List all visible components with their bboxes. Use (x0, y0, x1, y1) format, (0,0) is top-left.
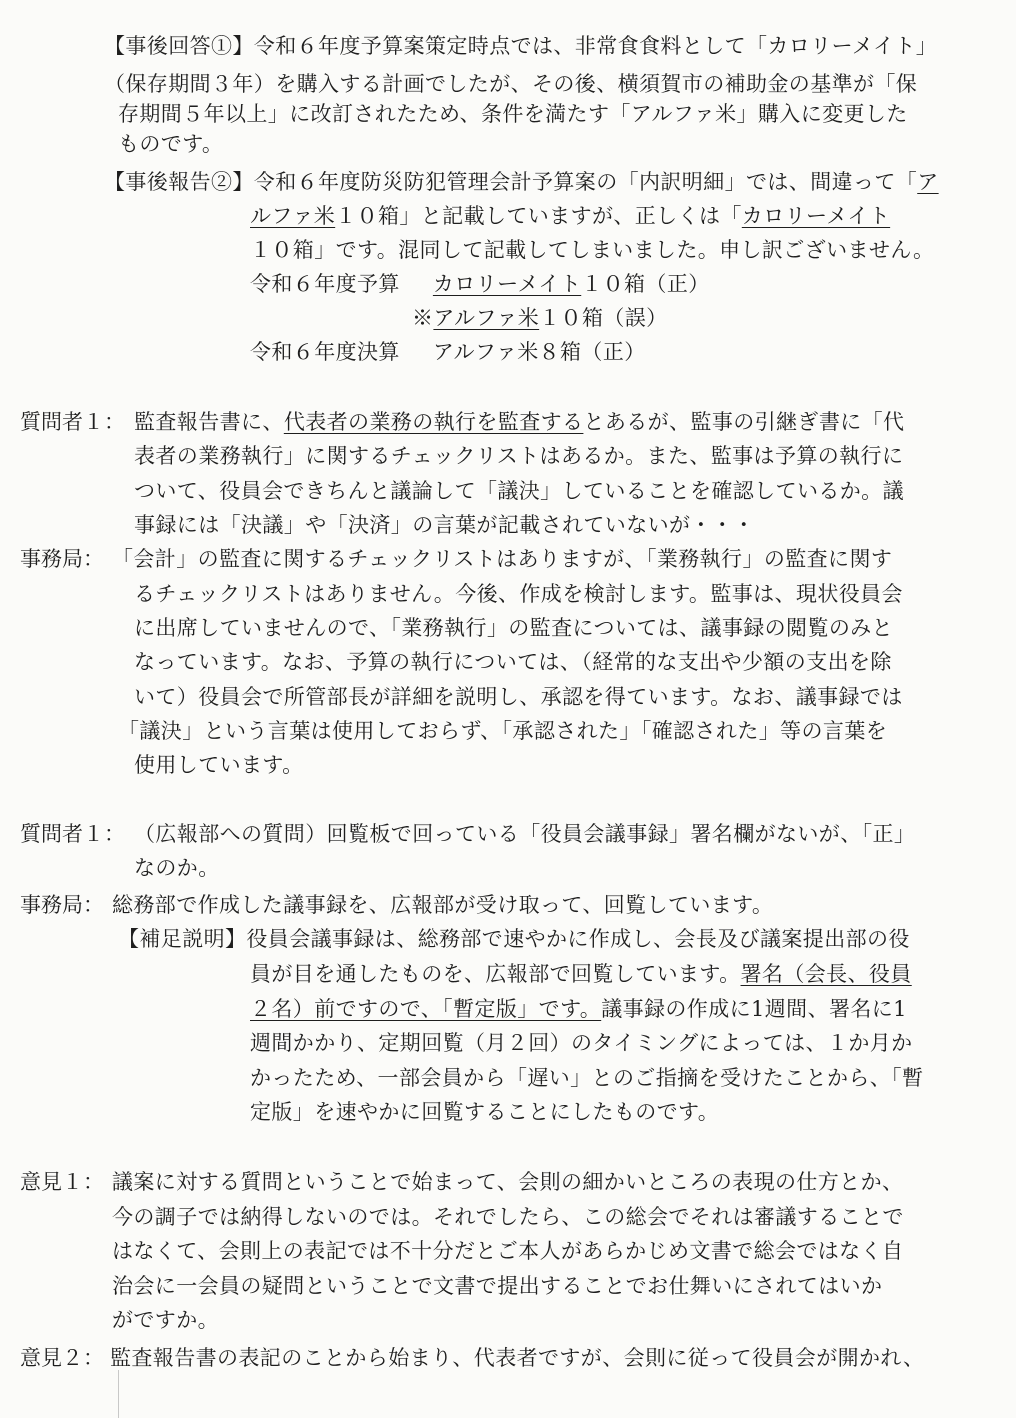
answer-1-line: 「会計」の監査に関するチェックリストはありますが、「業務執行」の監査に関す (112, 547, 893, 571)
post-answer-1-line: 令和６年度予算案策定時点では、非常食食料として「カロリーメイト」 (253, 34, 938, 58)
settlement-line (250, 338, 646, 366)
underlined-text: ２名）前ですので、「暫定版」です。 (250, 997, 602, 1021)
answer-1-line: に出席していませんので、「業務執行」の監査については、議事録の閲覧のみと (134, 616, 894, 640)
question-1-text: とあるが、監事の引継ぎ書に「代 (583, 410, 905, 434)
opinion-1-line: はなくて、会則上の表記では不十分だとご本人があらかじめ文書で総会ではなく自 (112, 1239, 904, 1263)
question-2-line: なのか。 (134, 856, 220, 880)
speaker-questioner-1: 質問者１： (20, 822, 125, 846)
speaker-secretariat: 事務局： (20, 547, 104, 571)
answer-1-line: なっています。なお、予算の執行については、（経常的な支出や少額の支出を除 (134, 650, 892, 674)
post-answer-1-line: （保存期間３年）を購入する計画でしたが、その後、横須賀市の補助金の基準が「保 (104, 72, 918, 96)
supplement-text: 役員会議事録は、総務部で速やかに作成し、会長及び議案提出部の役 (246, 927, 910, 951)
post-report-2-line: １０箱」です。混同して記載してしまいました。申し訳ございません。 (250, 238, 935, 262)
question-1-line: ついて、役員会できちんと議論して「議決」していることを確認しているか。議 (134, 479, 904, 503)
opinion-1-line: 治会に一会員の疑問ということで文書で提出することでお仕舞いにされてはいか (112, 1274, 883, 1298)
question-1-line (134, 408, 904, 436)
opinion-1-line: 今の調子では納得しないのでは。それでしたら、この総会でそれは審議することで (112, 1205, 904, 1229)
supplement (118, 925, 910, 953)
opinion-1-line: がですか。 (112, 1308, 219, 1332)
supplement-line (250, 995, 907, 1023)
underlined-text: ア (917, 170, 939, 194)
question-2-line: （広報部への質問）回覧板で回っている「役員会議事録」署名欄がないが、「正」 (134, 822, 916, 846)
speaker-opinion-1: 意見１： (20, 1170, 104, 1194)
underlined-text: 代表者の業務の執行を監査する (283, 410, 584, 434)
settlement-value: アルファ米８箱（正） (432, 340, 646, 364)
supplement-line: かったため、一部会員から「遅い」とのご指摘を受けたことから、「暫 (250, 1066, 924, 1090)
budget-note-line (412, 304, 668, 332)
post-report-2-text: 令和６年度防災防犯管理会計予算案の「内訳明細」では、間違って「 (253, 170, 918, 194)
supplement-line: 週間かかり、定期回覧（月２回）のタイミングによっては、１か月か (250, 1031, 913, 1055)
answer-1-line: るチェックリストはありません。今後、作成を検討します。監事は、現状役員会 (134, 582, 903, 606)
budget-label: 令和６年度予算 (250, 272, 400, 296)
post-answer-1-label: 【事後回答①】 (104, 34, 254, 58)
speaker-questioner-1: 質問者１： (20, 410, 125, 434)
post-report-2-text: １０箱」と記載していますが、正しくは「 (335, 204, 742, 228)
question-1-text: 監査報告書に、 (134, 410, 284, 434)
note-value: １０箱（誤） (539, 306, 668, 330)
post-answer-1-line: 存期間５年以上」に改訂されたため、条件を満たす「アルファ米」購入に変更した (118, 102, 908, 126)
answer-1-line: いて）役員会で所管部長が詳細を説明し、承認を得ています。なお、議事録では (134, 685, 903, 709)
opinion-2-line: 監査報告書の表記のことから始まり、代表者ですが、会則に従って役員会が開かれ、 (110, 1346, 925, 1370)
scan-artifact-line (118, 1370, 119, 1418)
settlement-label: 令和６年度決算 (250, 340, 400, 364)
opinion-1-line: 議案に対する質問ということで始まって、会則の細かいところの表現の仕方とか、 (112, 1170, 904, 1194)
post-report-2-line (250, 202, 890, 230)
post-report-2 (104, 168, 939, 196)
post-answer-1 (104, 32, 937, 60)
budget-line (250, 270, 710, 298)
underlined-text: カロリーメイト (741, 204, 891, 228)
underlined-text: ルファ米 (250, 204, 336, 228)
supplement-text: 員が目を通したものを、広報部で回覧しています。 (250, 962, 741, 986)
post-answer-1-line: ものです。 (118, 132, 224, 156)
underlined-text: カロリーメイト (432, 272, 582, 296)
supplement-text: 議事録の作成に1週間、署名に1 (601, 997, 907, 1021)
budget-value: １０箱（正） (581, 272, 710, 296)
note-mark: ※ (412, 306, 434, 330)
speaker-secretariat: 事務局： (20, 893, 104, 917)
underlined-text: アルファ米 (433, 306, 540, 330)
answer-2-line: 総務部で作成した議事録を、広報部が受け取って、回覧しています。 (112, 893, 774, 917)
question-1-line: 表者の業務執行」に関するチェックリストはあるか。また、監事は予算の執行に (134, 444, 904, 468)
answer-1-line: 「議決」という言葉は使用しておらず、「承認された」「確認された」等の言葉を (118, 719, 888, 743)
supplement-line: 定版」を速やかに回覧することにしたものです。 (250, 1100, 720, 1124)
speaker-opinion-2: 意見２： (20, 1346, 104, 1370)
question-1-line: 事録には「決議」や「決済」の言葉が記載されていないが・・・ (134, 513, 755, 537)
answer-1-line: 使用しています。 (134, 753, 304, 777)
post-report-2-label: 【事後報告②】 (104, 170, 254, 194)
supplement-line (250, 960, 912, 988)
supplement-label: 【補足説明】 (118, 927, 247, 951)
underlined-text: 署名（会長、役員 (740, 962, 912, 986)
